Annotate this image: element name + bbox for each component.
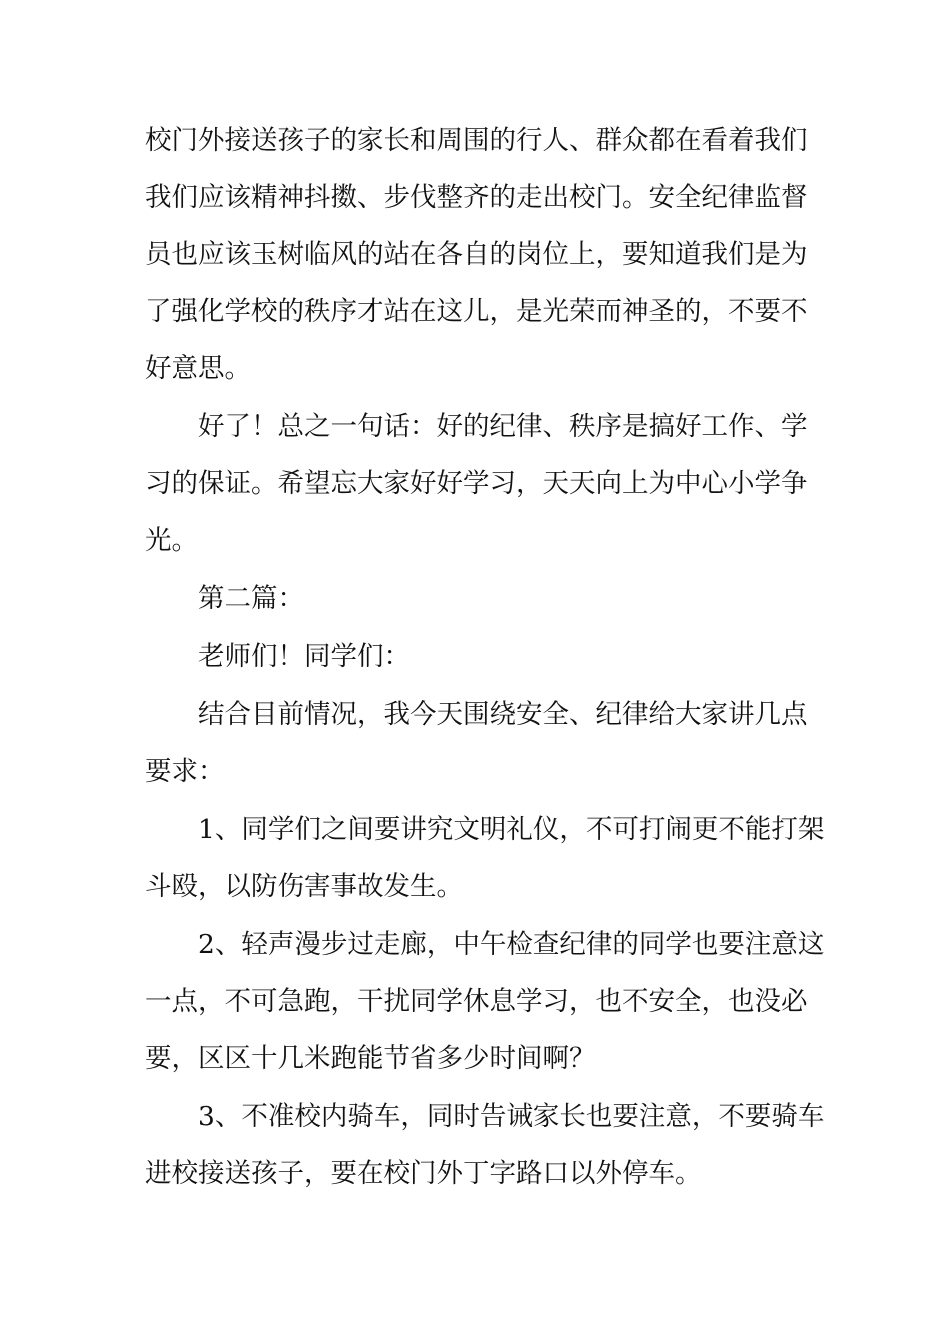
text-line: 要求： (145, 756, 225, 787)
section-heading: 第二篇： (198, 583, 304, 614)
text-line: 光。 (145, 525, 198, 556)
text-line: 了强化学校的秩序才站在这儿，是光荣而神圣的，不要不 (145, 296, 808, 327)
text-line: 员也应该玉树临风的站在各自的岗位上，要知道我们是为 (145, 239, 808, 270)
list-item: 3、不准校内骑车，同时告诫家长也要注意，不要骑车 (198, 1101, 825, 1132)
text-line: 一点，不可急跑，干扰同学休息学习，也不安全，也没必 (145, 986, 808, 1017)
text-line: 校门外接送孩子的家长和周围的行人、群众都在看着我们 (145, 125, 808, 156)
text-line: 习的保证。希望忘大家好好学习，天天向上为中心小学争 (145, 468, 808, 499)
text-line: 好意思。 (145, 353, 251, 384)
salutation: 老师们！同学们： (198, 641, 410, 672)
text-line: 结合目前情况，我今天围绕安全、纪律给大家讲几点 (198, 699, 808, 730)
text-line: 好了！总之一句话：好的纪律、秩序是搞好工作、学 (198, 411, 808, 442)
text-line: 我们应该精神抖擞、步伐整齐的走出校门。安全纪律监督 (145, 182, 808, 213)
list-item: 2、轻声漫步过走廊，中午检查纪律的同学也要注意这 (198, 929, 825, 960)
text-line: 要，区区十几米跑能节省多少时间啊？ (145, 1043, 596, 1074)
text-line: 斗殴，以防伤害事故发生。 (145, 871, 463, 902)
text-line: 进校接送孩子，要在校门外丁字路口以外停车。 (145, 1158, 702, 1189)
list-item: 1、同学们之间要讲究文明礼仪，不可打闹更不能打架 (198, 814, 825, 845)
